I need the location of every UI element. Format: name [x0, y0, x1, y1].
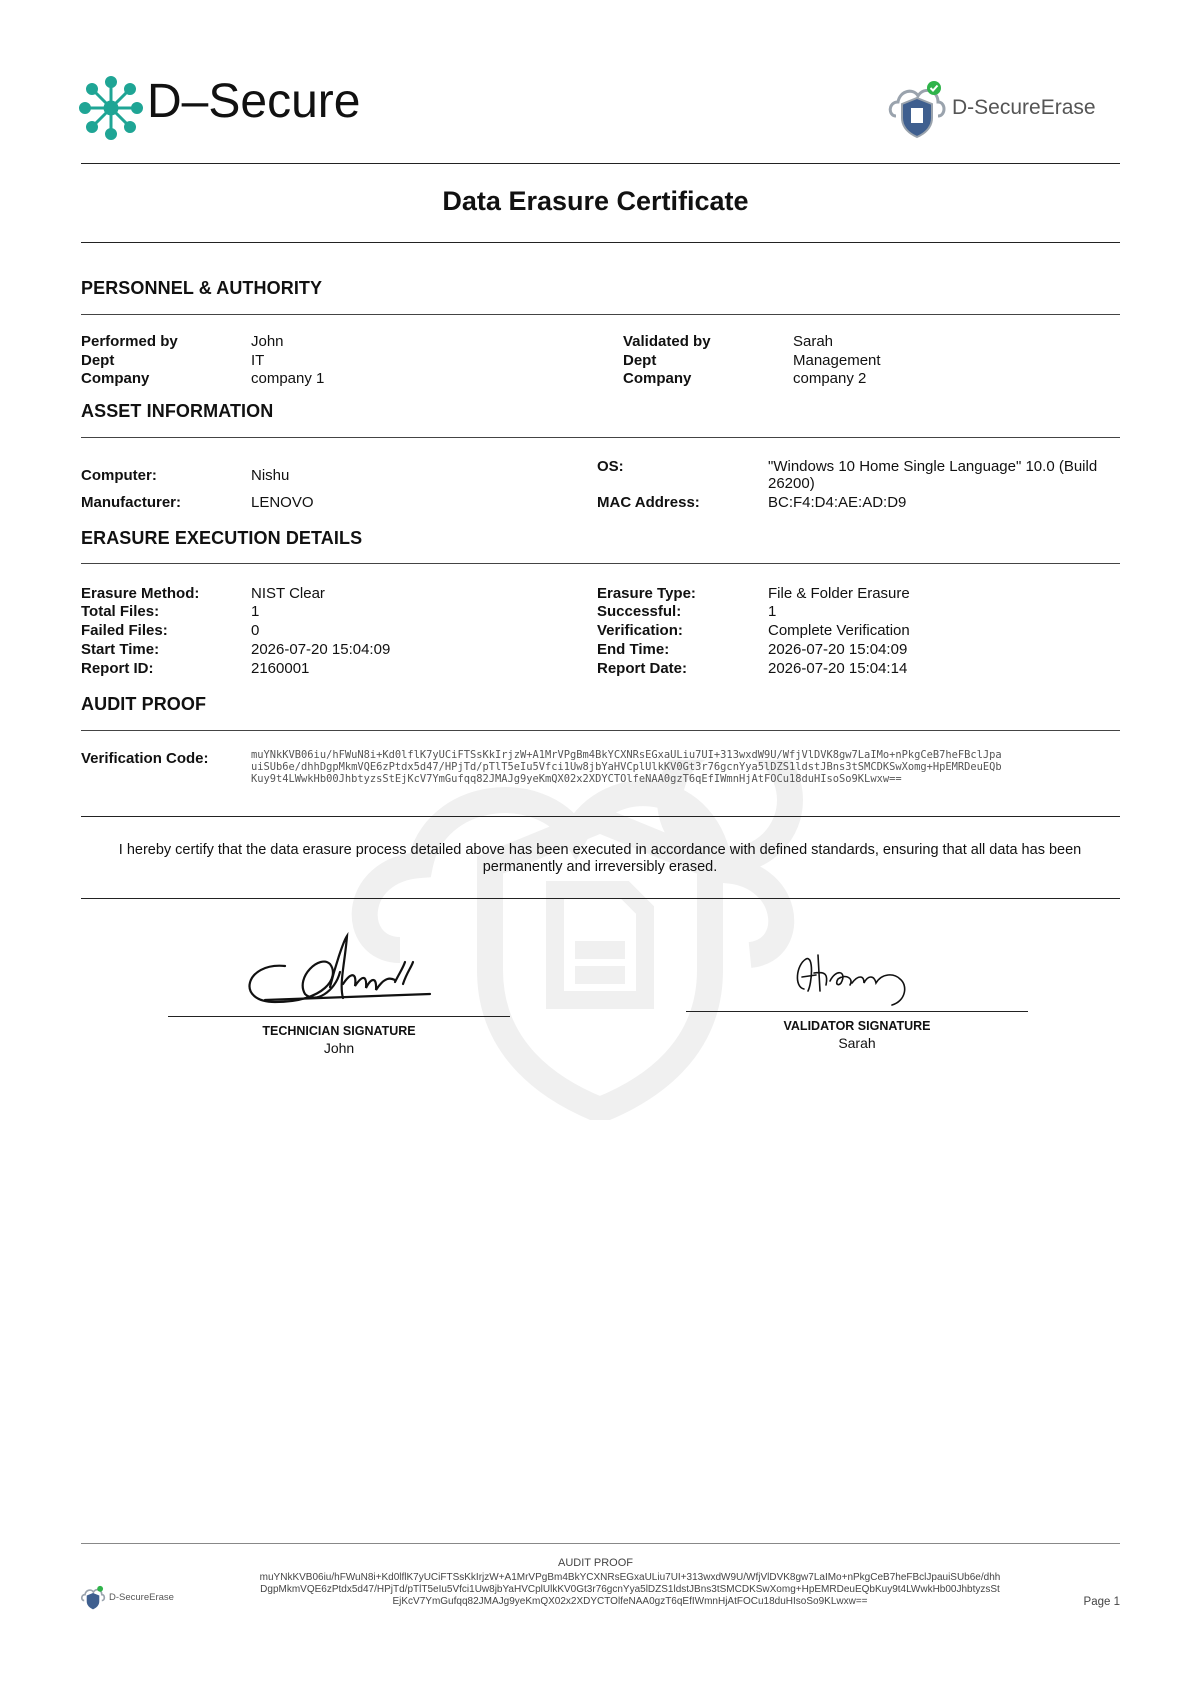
- mac-label: MAC Address:: [597, 494, 700, 511]
- erasure-type-value: File & Folder Erasure: [768, 585, 910, 602]
- footer-shield-cloud-icon: [80, 1585, 106, 1611]
- certificate-title: Data Erasure Certificate: [442, 186, 749, 216]
- footer-logo: [80, 1585, 190, 1611]
- os-label: OS:: [597, 458, 624, 475]
- footer-code-line: DgpMkmVQE6zPtdx5d47/HPjTd/pTlT5eIu5Vfci1Uw8jbYaHVCplUlkKV0Gt3r76gcnYya5lDZS1ldstJBns3tSMCDKSwXomg+HpEMRDeuEQbKuy9t4LWwkHb00JhbtyzsSt: [260, 1584, 1000, 1595]
- method-label: Erasure Method:: [81, 585, 200, 602]
- certification-statement: I hereby certify that the data erasure process detailed above has been executed in accordance with defined standards, ensuring that all data has been permanently and irreversibly erased.: [118, 842, 1082, 875]
- verification-value: Complete Verification: [768, 622, 910, 639]
- footer-code-line: muYNkKVB06iu/hFWuN8i+Kd0lflK7yUCiFTSsKkIrjzW+A1MrVPgBm4BkYCXNRsEGxaULiu7UI+313wxdW9U/WfjVlDVK8gw7LaIMo+nPkgCeB7heFBclJpauiSUb6e/dhh: [259, 1572, 1001, 1583]
- erasure-type-label: Erasure Type:: [597, 585, 696, 602]
- technician-signature-line: [168, 1016, 510, 1017]
- header-divider-bottom: [81, 242, 1120, 243]
- verification-code-line: Kuy9t4LWwkHb00JhbtyzsStEjKcV7YmGufqq82JMAJg9yeKmQX02x2XDYCTOlfeNAA0gzT6qEfIWmnHjAtFOCu18duHIsoSo9KLwxw==: [251, 773, 902, 785]
- asset-divider: [81, 437, 1120, 438]
- os-value: "Windows 10 Home Single Language" 10.0 (Build 26200): [768, 458, 1098, 492]
- performed-by-label: Performed by: [81, 333, 178, 350]
- asset-heading: ASSET INFORMATION: [81, 401, 274, 421]
- validated-by-label: Validated by: [623, 333, 711, 350]
- verification-code: [251, 749, 1121, 785]
- footer-code-line: EjKcV7YmGufqq82JMAJg9yeKmQX02x2XDYCTOlfeNAA0gzT6qEfIWmnHjAtFOCu18duHIsoSo9KLwxw==: [392, 1596, 868, 1607]
- certification-divider-bottom: [81, 898, 1120, 899]
- technician-signature-label: TECHNICIAN SIGNATURE: [262, 1024, 416, 1038]
- brand-logo: [79, 76, 379, 140]
- manufacturer-value: LENOVO: [251, 494, 314, 511]
- footer-audit-code: [200, 1572, 1060, 1608]
- computer-label: Computer:: [81, 467, 157, 484]
- validator-name: Sarah: [838, 1035, 876, 1051]
- manufacturer-label: Manufacturer:: [81, 494, 182, 511]
- report-id-label: Report ID:: [81, 660, 154, 677]
- page-number: Page 1: [1083, 1596, 1120, 1608]
- report-date-value: 2026-07-20 15:04:14: [768, 660, 908, 677]
- audit-heading: AUDIT PROOF: [81, 694, 207, 714]
- validator-dept-value: Management: [793, 352, 881, 369]
- company-value: company 1: [251, 370, 325, 387]
- personnel-heading: PERSONNEL & AUTHORITY: [81, 278, 323, 298]
- validated-by-value: Sarah: [793, 333, 834, 350]
- company-label: Company: [81, 370, 150, 387]
- failed-files-label: Failed Files:: [81, 622, 168, 639]
- footer-divider: [81, 1543, 1120, 1544]
- erasure-heading: ERASURE EXECUTION DETAILS: [81, 528, 363, 548]
- validator-company-label: Company: [623, 370, 692, 387]
- method-value: NIST Clear: [251, 585, 325, 602]
- total-files-label: Total Files:: [81, 603, 160, 620]
- end-time-label: End Time:: [597, 641, 670, 658]
- product-logo: [886, 80, 1126, 140]
- validator-signature-label: VALIDATOR SIGNATURE: [783, 1019, 931, 1033]
- computer-value: Nishu: [251, 467, 290, 484]
- audit-divider: [81, 730, 1120, 731]
- successful-label: Successful:: [597, 603, 682, 620]
- start-time-value: 2026-07-20 15:04:09: [251, 641, 391, 658]
- shield-cloud-icon: [886, 80, 948, 140]
- report-date-label: Report Date:: [597, 660, 688, 677]
- start-time-label: Start Time:: [81, 641, 160, 658]
- validator-dept-label: Dept: [623, 352, 657, 369]
- performed-by-value: John: [251, 333, 284, 350]
- mac-value: BC:F4:D4:AE:AD:D9: [768, 494, 907, 511]
- end-time-value: 2026-07-20 15:04:09: [768, 641, 908, 658]
- erasure-divider: [81, 563, 1120, 564]
- verification-code-line: muYNkKVB06iu/hFWuN8i+Kd0lflK7yUCiFTSsKkIrjzW+A1MrVPgBm4BkYCXNRsEGxaULiu7UI+313wxdW9U/WfjVlDVK8gw7LaIMo+nPkgCeB7heFBclJpa: [251, 749, 1002, 761]
- report-id-value: 2160001: [251, 660, 310, 677]
- footer-audit-label: AUDIT PROOF: [558, 1557, 633, 1569]
- validator-signature-line: [686, 1011, 1028, 1012]
- personnel-divider: [81, 314, 1120, 315]
- molecule-icon: [79, 76, 143, 140]
- total-files-value: 1: [251, 603, 260, 620]
- failed-files-value: 0: [251, 622, 260, 639]
- footer-logo-text: D-SecureErase: [109, 1592, 174, 1603]
- verification-code-line: uiSUb6e/dhhDgpMkmVQE6zPtdx5d47/HPjTd/pTlT5eIu5Vfci1Uw8jbYaHVCplUlkKV0Gt3r76gcnYya5lDZS1ldstJBns3tSMCDKSwXomg+HpEMRDeuEQb: [251, 761, 1002, 773]
- validator-signature-image: [790, 945, 930, 1010]
- verification-code-label: Verification Code:: [81, 750, 209, 767]
- certification-divider-top: [81, 816, 1120, 817]
- brand-name: D–Secure: [147, 75, 361, 128]
- technician-name: John: [323, 1040, 355, 1056]
- header-divider-top: [81, 163, 1120, 164]
- dept-value: IT: [251, 352, 265, 369]
- dept-label: Dept: [81, 352, 115, 369]
- verification-label: Verification:: [597, 622, 683, 639]
- validator-company-value: company 2: [793, 370, 867, 387]
- product-logo-text: D-SecureErase: [952, 96, 1096, 119]
- successful-value: 1: [768, 603, 777, 620]
- technician-signature-image: [235, 932, 445, 1012]
